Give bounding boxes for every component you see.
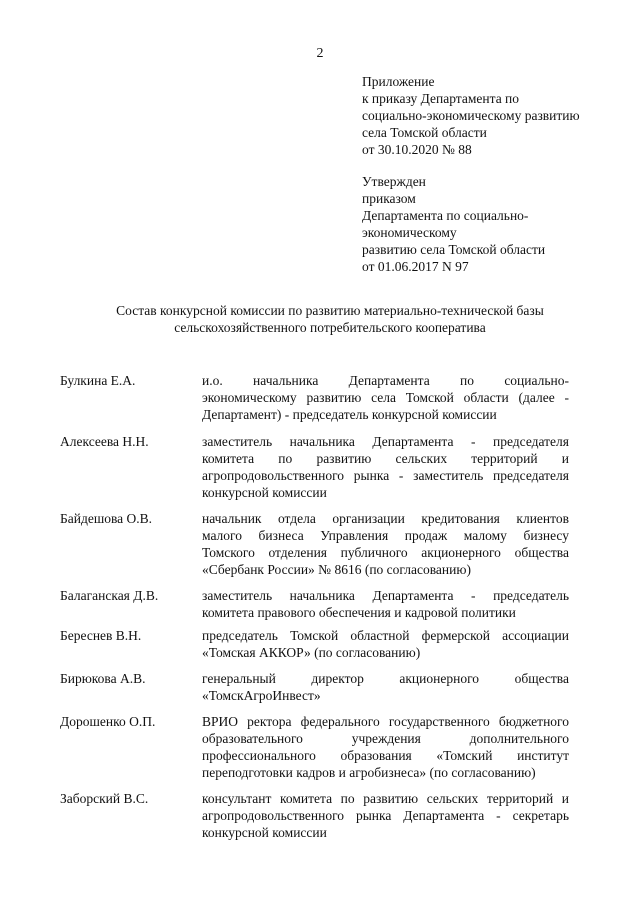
member-role-line: председатель Томской областной фермерской ассоциации: [202, 628, 569, 643]
member-role: [202, 433, 569, 501]
member-role: [202, 627, 569, 661]
member-role-line: комитета по развитию сельских территорий и: [202, 451, 569, 466]
member-role-line: «ТомскАгроИнвест»: [202, 688, 321, 703]
member-role-line: образовательного учреждения дополнительного: [202, 731, 569, 746]
member-role-line: агропродовольственного рынка Департамента - секретарь: [202, 808, 569, 823]
approved-block: [362, 173, 612, 275]
member-name: Бирюкова А.В.: [60, 671, 146, 686]
appendix-line: Приложение: [362, 74, 435, 89]
member-role: [202, 670, 569, 704]
member-name: Балаганская Д.В.: [60, 588, 159, 603]
member-role-line: «Томская АККОР» (по согласованию): [202, 645, 421, 660]
member-role-line: агропродовольственного рынка - заместитель председателя: [202, 468, 569, 483]
member-role-line: конкурсной комиссии: [202, 485, 327, 500]
member-role-line: переподготовки кадров и агробизнеса» (по согласованию): [202, 765, 536, 780]
member-role-line: начальник отдела организации кредитования клиентов: [202, 511, 569, 526]
member-role-line: заместитель начальника Департамента - председатель: [202, 588, 569, 603]
approved-line: Департамента по социально-: [362, 208, 529, 223]
member-role-line: «Сбербанк России» № 8616 (по согласованию): [202, 562, 471, 577]
member-role: [202, 587, 569, 621]
approved-line: развитию села Томской области: [362, 242, 546, 257]
approved-line: приказом: [362, 191, 416, 206]
member-name: Заборский В.С.: [60, 791, 149, 806]
member-role-line: профессионального образования «Томский институт: [202, 748, 569, 763]
member-role-line: Департамент) - председатель конкурсной комиссии: [202, 407, 497, 422]
member-role: [202, 510, 569, 578]
approved-line: от 01.06.2017 N 97: [362, 259, 469, 274]
title-line: сельскохозяйственного потребительского кооператива: [174, 320, 486, 335]
member-name: Булкина Е.А.: [60, 373, 136, 388]
member-role-line: консультант комитета по развитию сельских территорий и: [202, 791, 569, 806]
member-role-line: ВРИО ректора федерального государственного бюджетного: [202, 714, 569, 729]
appendix-line: к приказу Департамента по: [362, 91, 520, 106]
title-line: Состав конкурсной комиссии по развитию материально-технической базы: [116, 303, 544, 318]
member-role-line: малого бизнеса Управления продаж малому бизнесу: [202, 528, 569, 543]
member-role-line: и.о. начальника Департамента по социально-: [202, 373, 569, 388]
appendix-line: социально-экономическому развитию: [362, 108, 580, 123]
member-role-line: комитета правового обеспечения и кадровой политики: [202, 605, 516, 620]
appendix-block: [362, 73, 612, 158]
appendix-line: села Томской области: [362, 125, 487, 140]
member-role-line: Томского отделения публичного акционерного общества: [202, 545, 569, 560]
member-role: [202, 713, 569, 781]
approved-line: экономическому: [362, 225, 457, 240]
member-name: Дорошенко О.П.: [60, 714, 156, 729]
member-role-line: заместитель начальника Департамента - председателя: [202, 434, 569, 449]
member-role-line: конкурсной комиссии: [202, 825, 327, 840]
member-role: [202, 372, 569, 423]
member-name: Байдешова О.В.: [60, 511, 153, 526]
member-name: Алексеева Н.Н.: [60, 434, 149, 449]
document-title: [80, 302, 580, 336]
member-role-line: экономическому развитию села Томской области (далее -: [202, 390, 569, 405]
member-name: Береснев В.Н.: [60, 628, 142, 643]
page-number: 2: [316, 46, 324, 61]
appendix-line: от 30.10.2020 № 88: [362, 142, 472, 157]
member-role: [202, 790, 569, 841]
approved-line: Утвержден: [362, 174, 426, 189]
member-role-line: генеральный директор акционерного общества: [202, 671, 569, 686]
